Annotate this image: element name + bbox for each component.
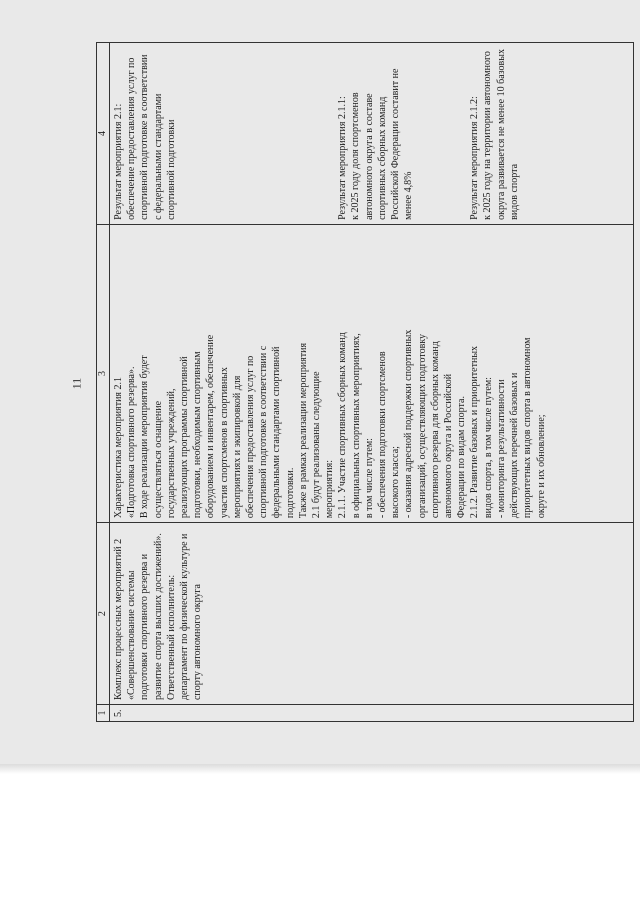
description-text-line: обеспечения предоставления услуг по <box>245 355 257 519</box>
activity-description-cell <box>110 224 634 522</box>
header-cell-2: 2 <box>97 523 110 705</box>
result-text-line: округа развивается не менее 10 базовых <box>495 49 507 220</box>
complex-text-line: «Совершенствование системы <box>126 570 138 701</box>
description-text-line: действующих перечней базовых и <box>509 372 521 519</box>
result-text-line: Результат мероприятия 2.1.1: <box>337 96 349 220</box>
description-text-line: «Подготовка спортивного резерва». <box>126 366 138 519</box>
description-text-line: спортивной подготовке в соответствии с <box>258 345 270 519</box>
description-text-line: Также в рамках реализации мероприятия <box>297 342 309 519</box>
description-text-line: реализующих программы спортивной <box>179 356 191 519</box>
description-text-line: 2.1.1. Участие спортивных сборных команд <box>337 332 349 519</box>
description-text-line: в том числе путем: <box>363 438 375 519</box>
result-block <box>336 47 415 220</box>
complex-text-line: департамент по физической культуре и <box>179 533 191 701</box>
header-cell-3: 3 <box>97 224 110 522</box>
activity-complex-cell <box>110 523 634 705</box>
description-text-line: видов спорта, в том числе путем: <box>482 377 494 519</box>
description-text-line: мероприятия: <box>324 459 336 519</box>
result-text-line: к 2025 году доля спортсменов <box>350 92 362 220</box>
description-text-line: государственных учреждений, <box>165 388 177 519</box>
description-text-line: Федерации по видам спорта. <box>456 396 468 519</box>
description-text-line: участия спортсменов в спортивных <box>218 367 230 519</box>
scan-edge-shadow <box>0 764 640 774</box>
description-text-line: В ходе реализации мероприятия будет <box>139 355 151 519</box>
description-text-line: Характеристика мероприятия 2.1 <box>113 376 124 519</box>
description-text-line: федеральными стандартами спортивной <box>271 346 283 519</box>
result-text-line: с федеральными стандартами <box>152 93 164 220</box>
description-text-line: высокого класса; <box>390 446 402 519</box>
result-text-line: автономного округа в составе <box>363 93 375 220</box>
result-text-line: к 2025 году на территории автономного <box>482 51 494 220</box>
result-text-line: Российской Федерации составит не <box>390 68 402 220</box>
row-number-cell: 5. <box>110 705 634 722</box>
description-text-line: спортивного резерва для сборных команд <box>429 341 441 519</box>
header-cell-1: 1 <box>97 705 110 722</box>
rotated-table-area <box>96 42 634 722</box>
result-text-line: спортивной подготовки <box>165 119 177 220</box>
description-text-line: подготовки, необходимым спортивным <box>192 351 204 519</box>
description-text-line: организаций, осуществляющих подготовку <box>416 333 428 519</box>
description-text-line: подготовки. <box>284 467 296 519</box>
header-cell-4: 4 <box>97 43 110 225</box>
page-number: 11 <box>69 377 84 390</box>
description-text-line: в официальных спортивных мероприятиях, <box>350 333 362 519</box>
description-text-line: - оказания адресной поддержки спортивных <box>403 329 415 519</box>
description-text-line: 2.1 будут реализованы следующие <box>311 371 323 519</box>
description-text-line: 2.1.2. Развитие базовых и приоритетных <box>469 345 481 519</box>
table-header-row <box>97 43 110 722</box>
table-row-5 <box>110 43 634 722</box>
description-text-line: - обеспечения подготовки спортсменов <box>377 351 389 519</box>
result-text-line: обеспечение предоставления услуг по <box>126 57 138 220</box>
result-block <box>468 47 521 220</box>
activity-result-cell <box>110 43 634 225</box>
rotated-table-container <box>96 42 634 722</box>
result-text-line: Результат мероприятия 2.1: <box>113 103 124 220</box>
complex-text-line: подготовки спортивного резерва и <box>139 553 151 701</box>
description-text-line: мероприятиях и экипировкой для <box>231 375 243 519</box>
result-text-line: Результат мероприятия 2.1.2: <box>469 96 481 220</box>
description-text-line: округе и их обновление; <box>535 414 547 519</box>
description-text-line: автономного округа и Российской <box>443 373 455 519</box>
result-text-line: спортивной подготовке в соответствии <box>139 54 151 220</box>
result-text-line: менее 4,8% <box>403 171 415 220</box>
result-text-line: спортивных сборных команд <box>376 96 388 220</box>
result-text-line: видов спорта <box>508 163 520 220</box>
description-text-line: осуществляться оснащение <box>152 400 164 519</box>
description-text-line: приоритетных видов спорта в автономном <box>522 337 534 519</box>
complex-text-line: Ответственный исполнитель: <box>165 574 177 701</box>
result-block <box>112 47 178 220</box>
program-table <box>96 42 634 722</box>
description-text-line: оборудованием и инвентарем, обеспечение <box>205 334 217 519</box>
complex-text-line: спорту автономного округа <box>192 584 204 701</box>
complex-text-line: Комплекс процессных мероприятий 2 <box>113 538 124 701</box>
complex-text-line: развитие спорта высших достижений». <box>152 533 164 701</box>
description-text-line: - мониторинга результативности <box>495 379 507 519</box>
